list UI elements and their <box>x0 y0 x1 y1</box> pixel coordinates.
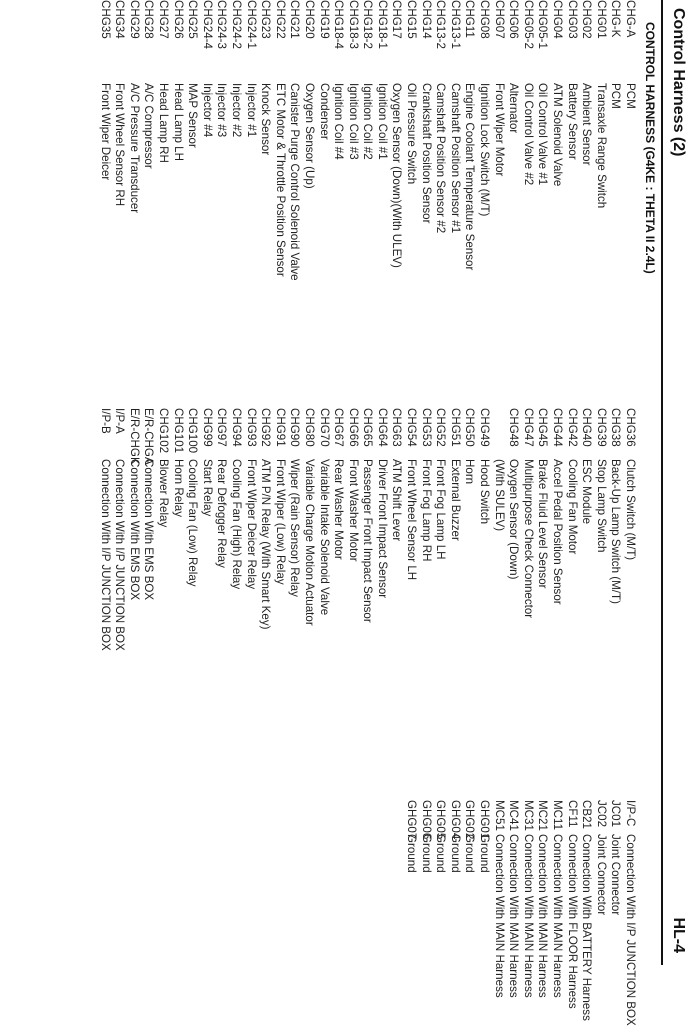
connector-description: MAP Sensor <box>186 83 200 148</box>
connector-description: Back-Up Lamp Switch (M/T) <box>609 459 623 604</box>
connector-row <box>579 800 594 1026</box>
connector-description: Camshaft Position Sensor #1 <box>448 83 462 234</box>
connector-code: CHG25 <box>186 0 200 39</box>
connector-code: CHG05-1 <box>536 0 550 49</box>
connector-row <box>579 0 594 281</box>
connector-row <box>272 408 287 651</box>
connector-description: Connection With MAIN Harness <box>507 834 521 998</box>
connector-description: Passenger Front Impact Sensor <box>361 459 375 623</box>
connector-code: CHG91 <box>273 408 287 447</box>
connector-description: ATM P/N Relay (With Smart Key) <box>259 459 273 630</box>
connector-description: Injector #2 <box>229 83 243 138</box>
connector-code: CHG101 <box>171 408 185 454</box>
connector-row <box>360 0 375 281</box>
connector-row <box>476 0 491 281</box>
connector-row <box>549 0 564 281</box>
connector-code: CHG21 <box>288 0 302 39</box>
connector-description: Variable Charge Motion Actuator <box>302 459 316 626</box>
connector-row <box>535 800 550 1026</box>
connector-row <box>389 408 404 651</box>
connector-row <box>331 408 346 651</box>
connector-row <box>462 800 477 1026</box>
connector-row <box>199 0 214 281</box>
connector-row <box>97 408 112 651</box>
connector-row <box>418 800 433 1026</box>
connector-row <box>418 0 433 281</box>
connector-code: CHG66 <box>346 408 360 447</box>
connector-description: Injector #1 <box>244 83 258 138</box>
connector-column-1 <box>97 0 637 281</box>
connector-description: Connection With EMS BOX <box>142 459 156 601</box>
connector-description: Joint Connector <box>594 834 608 916</box>
connector-code: JC02 <box>594 800 608 828</box>
connector-code: CHG11 <box>463 0 477 38</box>
connector-column-3 <box>404 800 638 1026</box>
connector-code: GHG04 <box>448 800 462 840</box>
connector-code: CHG36 <box>624 408 637 447</box>
connector-description: Head Lamp LH <box>171 83 185 161</box>
connector-code: CHG19 <box>317 0 331 39</box>
connector-column-2 <box>97 408 637 651</box>
connector-code: CHG-K <box>609 0 623 38</box>
connector-row <box>462 0 477 281</box>
connector-description: Rear Defogger Relay <box>215 459 229 568</box>
connector-row <box>126 408 141 651</box>
connector-description: Rear Washer Motor <box>332 459 346 560</box>
connector-description: A/C Compressor <box>142 83 156 169</box>
connector-description: Front Washer Motor <box>346 459 360 562</box>
connector-row <box>593 800 608 1026</box>
connector-description: Connection With MAIN Harness <box>536 834 550 998</box>
connector-code: CHG26 <box>171 0 185 39</box>
connector-code: CHG29 <box>127 0 141 39</box>
connector-code: CHG99 <box>200 408 214 447</box>
connector-row <box>535 0 550 281</box>
connector-row <box>608 800 623 1026</box>
connector-description: Clutch Switch (M/T) <box>624 459 637 561</box>
connector-row <box>316 0 331 281</box>
connector-description: Connection With MAIN Harness <box>521 834 535 998</box>
connector-row <box>447 408 462 651</box>
connector-code: JC01 <box>609 800 623 828</box>
connector-row <box>301 0 316 281</box>
connector-description: Knock Sensor <box>259 83 273 156</box>
connector-code: CHG20 <box>302 0 316 39</box>
connector-row <box>404 800 419 1026</box>
connector-row <box>491 800 506 1026</box>
connector-row <box>170 0 185 281</box>
connector-description: Connection With I/P JUNCTION BOX <box>113 459 127 651</box>
connector-row <box>345 0 360 281</box>
connector-row <box>404 0 419 281</box>
connector-code: CHG54 <box>405 408 419 447</box>
connector-code: CHG05-2 <box>521 0 535 49</box>
connector-code: CF11 <box>565 800 579 828</box>
connector-code: CHG67 <box>332 408 346 447</box>
connector-row <box>608 408 623 651</box>
connector-code: CHG92 <box>259 408 273 447</box>
connector-row <box>520 800 535 1026</box>
connector-code: CHG18-2 <box>361 0 375 49</box>
connector-code: CHG23 <box>259 0 273 39</box>
connector-description: External Buzzer <box>448 459 462 541</box>
connector-code: CHG97 <box>215 408 229 447</box>
connector-code: CHG24-2 <box>229 0 243 49</box>
connector-row <box>360 408 375 651</box>
connector-row <box>622 408 637 651</box>
connector-description: Connection With MAIN Harness <box>551 834 565 998</box>
connector-code: CHG18-4 <box>332 0 346 49</box>
connector-description: Joint Connector <box>609 834 623 916</box>
connector-code: CHG90 <box>288 408 302 447</box>
connector-row <box>564 800 579 1026</box>
connector-row <box>214 408 229 651</box>
connector-code: CHG80 <box>302 408 316 447</box>
connector-code: CHG44 <box>551 408 565 447</box>
connector-row <box>491 0 506 281</box>
connector-row <box>126 0 141 281</box>
connector-code: CHG24-4 <box>200 0 214 49</box>
connector-description: ESC Module <box>580 459 594 525</box>
connector-row <box>564 0 579 281</box>
connector-description: ATM Solenoid Valve <box>551 83 565 187</box>
connector-code: MC11 <box>551 800 565 831</box>
connector-row <box>301 408 316 651</box>
connector-description: Ignition Coil #1 <box>375 83 389 160</box>
connector-code: GHG06 <box>419 800 433 840</box>
connector-description: Connection With MAIN Harness <box>492 834 506 998</box>
connector-description: Transaxle Range Switch <box>594 83 608 209</box>
connector-code: CHG70 <box>317 408 331 447</box>
connector-description: Ambient Sensor <box>580 83 594 166</box>
connector-row <box>593 408 608 651</box>
connector-description: Ignition Coil #2 <box>361 83 375 160</box>
connector-row <box>622 0 637 281</box>
connector-description: Front Fog Lamp RH <box>419 459 433 562</box>
connector-code <box>491 408 506 459</box>
connector-row <box>112 0 127 281</box>
connector-row <box>112 408 127 651</box>
connector-description: Cooling Fan (High) Relay <box>229 459 243 590</box>
connector-code: CHG14 <box>419 0 433 39</box>
connector-code: CHG17 <box>390 0 404 39</box>
connector-code: CHG18-3 <box>346 0 360 49</box>
connector-row <box>506 800 521 1026</box>
connector-description: Accel Pedal Position Sensor <box>551 459 565 605</box>
connector-description: Stop Lamp Switch <box>594 459 608 553</box>
page-title: Control Harness (2) <box>670 8 687 157</box>
connector-description: Horn <box>463 459 477 485</box>
connector-description: Oil Control Valve #1 <box>536 83 550 186</box>
connector-code: CHG-A <box>624 0 637 38</box>
connector-description: Ignition Coil #4 <box>332 83 346 160</box>
connector-row <box>549 408 564 651</box>
connector-row <box>476 408 491 651</box>
header-rule <box>661 0 663 965</box>
connector-row <box>185 408 200 651</box>
connector-row <box>447 800 462 1026</box>
connector-row <box>418 408 433 651</box>
connector-row <box>258 0 273 281</box>
connector-code: CHG07 <box>492 0 506 39</box>
connector-description: Front Wiper Deicer <box>98 83 112 181</box>
connector-code: CB21 <box>580 800 594 830</box>
connector-row <box>374 0 389 281</box>
connector-row <box>141 0 156 281</box>
connector-description: Canister Purge Control Solenoid Valve <box>288 83 302 281</box>
connector-description: Ground <box>478 834 492 873</box>
connector-code: CHG53 <box>419 408 433 447</box>
connector-row <box>520 0 535 281</box>
connector-row <box>214 0 229 281</box>
connector-code: MC31 <box>521 800 535 831</box>
connector-code: GHG07 <box>405 800 419 840</box>
connector-description: PCM <box>609 83 623 109</box>
connector-row <box>97 0 112 281</box>
connector-code: CHG94 <box>229 408 243 447</box>
connector-code: CHG65 <box>361 408 375 447</box>
connector-code: CHG42 <box>565 408 579 447</box>
connector-description: Start Relay <box>200 459 214 517</box>
connector-code: CHG52 <box>434 408 448 447</box>
connector-description: Oxygen Sensor (Down) <box>507 459 521 580</box>
connector-row <box>389 0 404 281</box>
connector-code: CHG08 <box>478 0 492 39</box>
connector-description: A/C Pressure Transducer <box>127 83 141 214</box>
connector-description: Front Wiper Motor <box>492 83 506 177</box>
connector-row <box>228 0 243 281</box>
connector-description: Injector #3 <box>215 83 229 138</box>
connector-code: MC51 <box>492 800 506 831</box>
connector-row <box>622 800 637 1026</box>
connector-code: CHG03 <box>565 0 579 39</box>
connector-description: Head Lamp RH <box>157 83 170 163</box>
connector-description: Connection With I/P JUNCTION BOX <box>624 834 637 1026</box>
connector-code: I/P-C <box>624 800 637 827</box>
connector-code: MC41 <box>507 800 521 831</box>
connector-description: Variable Intake Solenoid Valve <box>317 459 331 616</box>
connector-description: Alternator <box>507 83 521 134</box>
connector-code: CHG40 <box>580 408 594 447</box>
connector-row <box>374 408 389 651</box>
connector-code: CHG48 <box>507 408 521 447</box>
connector-row <box>243 408 258 651</box>
connector-code: CHG13-2 <box>434 0 448 49</box>
connector-row <box>155 408 170 651</box>
connector-description: Ground <box>434 834 448 873</box>
connector-code: CHG24-1 <box>244 0 258 49</box>
connector-row <box>345 408 360 651</box>
connector-code: CHG39 <box>594 408 608 447</box>
connector-code: CHG15 <box>405 0 419 39</box>
connector-row <box>535 408 550 651</box>
connector-description: Front Wiper Deicer Relay <box>244 459 258 590</box>
connector-row <box>287 408 302 651</box>
connector-description: Connection With BATTERY Harness <box>580 834 594 1021</box>
connector-code: GHG05 <box>434 800 448 840</box>
connector-row <box>579 408 594 651</box>
connector-description: Ignition Lock Switch (M/T) <box>478 83 492 217</box>
connector-code: CHG38 <box>609 408 623 447</box>
connector-code: CHG63 <box>390 408 404 447</box>
connector-code: CHG51 <box>448 408 462 447</box>
connector-code: CHG24-3 <box>215 0 229 49</box>
connector-code: CHG50 <box>463 408 477 447</box>
connector-row <box>141 408 156 651</box>
connector-code: CHG100 <box>186 408 200 454</box>
connector-description: Connection With EMS BOX <box>127 459 141 601</box>
connector-description: Ground <box>448 834 462 873</box>
connector-description: Ground <box>419 834 433 873</box>
connector-description: Oxygen Sensor (Up) <box>302 83 316 189</box>
connector-row <box>462 408 477 651</box>
connector-code: I/P-A <box>113 408 127 434</box>
connector-code: CHG47 <box>521 408 535 447</box>
connector-row <box>447 0 462 281</box>
connector-description: Driver Front Impact Sensor <box>375 459 389 599</box>
connector-description: ATM Shift Lever <box>390 459 404 542</box>
connector-code: CHG02 <box>580 0 594 39</box>
connector-row <box>185 0 200 281</box>
page-code: HL-4 <box>670 917 687 953</box>
connector-row <box>404 408 419 651</box>
connector-row <box>433 0 448 281</box>
connector-code: CHG06 <box>507 0 521 39</box>
connector-row <box>608 0 623 281</box>
connector-row <box>170 408 185 651</box>
connector-description: Injector #4 <box>200 83 214 138</box>
connector-code: MC21 <box>536 800 550 831</box>
connector-row <box>258 408 273 651</box>
connector-description: Front Wiper (Low) Relay <box>273 459 287 585</box>
connector-code: CHG13-1 <box>448 0 462 49</box>
connector-code: CHG93 <box>244 408 258 447</box>
connector-row <box>228 408 243 651</box>
connector-description: Cooling Fan Motor <box>565 459 579 555</box>
connector-code: CHG27 <box>157 0 170 39</box>
connector-row <box>549 800 564 1026</box>
connector-row <box>155 0 170 281</box>
connector-description: Ground <box>463 834 477 873</box>
connector-code: E/R-CHGK <box>127 408 141 465</box>
connector-code: CHG28 <box>142 0 156 39</box>
section-title: CONTROL HARNESS (G4KE : THETA II 2.4L) <box>643 22 657 274</box>
connector-description: Front Fog Lamp LH <box>434 459 448 560</box>
connector-code: GHG01 <box>478 800 492 840</box>
connector-description: Condenser <box>317 83 331 140</box>
connector-row <box>433 408 448 651</box>
connector-row <box>287 0 302 281</box>
connector-description: Connection With I/P JUNCTION BOX <box>98 459 112 651</box>
connector-row <box>593 0 608 281</box>
connector-code: I/P-B <box>98 408 112 434</box>
connector-description: Oxygen Sensor (Down)(With ULEV) <box>390 83 404 268</box>
connector-description: (With SULEV) <box>492 459 506 532</box>
connector-description: Oil Pressure Switch <box>405 83 419 185</box>
connector-description: Battery Sensor <box>565 83 579 160</box>
connector-row <box>433 800 448 1026</box>
connector-code: CHG04 <box>551 0 565 39</box>
connector-description: Brake Fluid Level Sensor <box>536 459 550 589</box>
connector-code: CHG49 <box>478 408 492 447</box>
connector-description: Hood Switch <box>478 459 492 525</box>
connector-code: CHG01 <box>594 0 608 39</box>
connector-row <box>331 0 346 281</box>
connector-row <box>316 408 331 651</box>
connector-description: Front Wheel Sensor RH <box>113 83 127 207</box>
connector-row <box>199 408 214 651</box>
connector-code: CHG64 <box>375 408 389 447</box>
connector-description: Wiper (Rain Sensor) Relay <box>288 459 302 597</box>
connector-description: PCM <box>624 83 637 109</box>
connector-description: Crankshaft Position Sensor <box>419 83 433 224</box>
connector-row <box>506 0 521 281</box>
connector-description: Multipurpose Check Connector <box>521 459 535 619</box>
connector-description: Camshaft Position Sensor #2 <box>434 83 448 234</box>
connector-row <box>243 0 258 281</box>
connector-description: Cooling Fan (Low) Relay <box>186 459 200 587</box>
connector-code: CHG35 <box>98 0 112 39</box>
connector-row <box>476 800 491 1026</box>
connector-description: Engine Coolant Temperature Sensor <box>463 83 477 271</box>
connector-description: Ignition Coil #3 <box>346 83 360 160</box>
connector-description: Front Wheel Sensor LH <box>405 459 419 581</box>
connector-code: GHG02 <box>463 800 477 840</box>
connector-description: Connection With FLOOR Harness <box>565 834 579 1009</box>
connector-code: CHG22 <box>273 0 287 39</box>
connector-row <box>506 408 521 651</box>
connector-code: CHG18-1 <box>375 0 389 49</box>
connector-description: Oil Control Valve #2 <box>521 83 535 186</box>
connector-description: Ground <box>405 834 419 873</box>
connector-description: Blower Relay <box>157 459 170 528</box>
connector-code: E/R-CHGA <box>142 408 156 465</box>
connector-description: Horn Relay <box>171 459 185 517</box>
connector-row <box>491 408 506 651</box>
connector-row <box>520 408 535 651</box>
connector-code: CHG34 <box>113 0 127 39</box>
connector-row <box>564 408 579 651</box>
connector-code: CHG45 <box>536 408 550 447</box>
connector-description: ETC Motor & Throttle Position Sensor <box>273 83 287 277</box>
connector-row <box>272 0 287 281</box>
connector-code: CHG102 <box>157 408 170 454</box>
